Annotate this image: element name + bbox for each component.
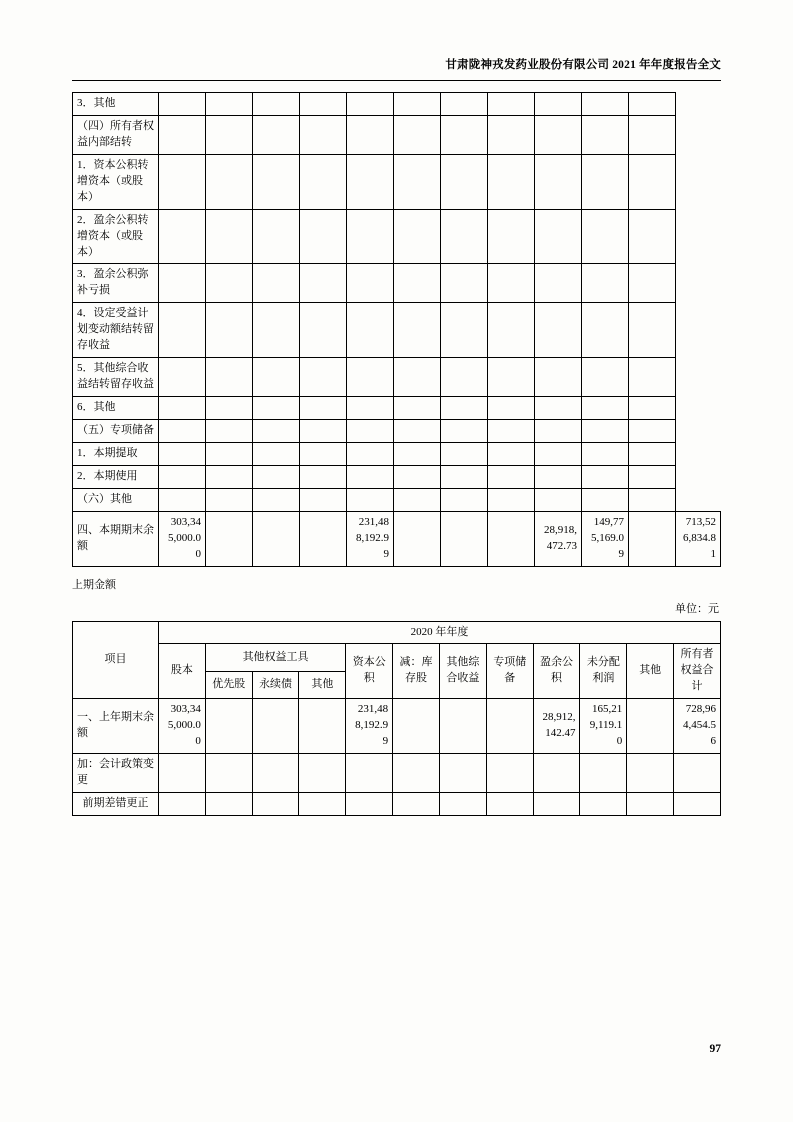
cell xyxy=(159,93,206,116)
cell xyxy=(159,792,206,815)
cell xyxy=(486,754,533,793)
cell xyxy=(253,209,300,264)
table-row xyxy=(73,397,721,420)
row-label: 6．其他 xyxy=(73,397,159,420)
cell xyxy=(533,754,580,793)
cell xyxy=(300,209,347,264)
row-label: 四、本期期末余额 xyxy=(73,511,159,566)
cell xyxy=(486,792,533,815)
cell xyxy=(205,792,252,815)
cell xyxy=(159,358,206,397)
header-other-equity-instruments: 其他权益工具 xyxy=(205,644,345,671)
cell xyxy=(629,93,676,116)
header-total-equity: 所有者权益合计 xyxy=(674,644,721,699)
cell xyxy=(347,303,394,358)
cell xyxy=(441,419,488,442)
cell xyxy=(535,115,582,154)
cell xyxy=(535,93,582,116)
cell xyxy=(159,397,206,420)
cell xyxy=(441,511,488,566)
cell xyxy=(535,358,582,397)
cell xyxy=(300,303,347,358)
header-share-capital: 股本 xyxy=(159,644,206,699)
cell xyxy=(441,115,488,154)
table-row xyxy=(73,754,721,793)
cell xyxy=(253,264,300,303)
cell-surplus-reserve: 28,918,472.73 xyxy=(535,511,582,566)
cell xyxy=(206,303,253,358)
cell xyxy=(300,465,347,488)
cell xyxy=(627,699,674,754)
cell xyxy=(674,754,721,793)
header-special-reserve: 专项储备 xyxy=(486,644,533,699)
cell xyxy=(347,397,394,420)
row-label: 加：会计政策变更 xyxy=(73,754,159,793)
cell xyxy=(300,511,347,566)
cell xyxy=(253,465,300,488)
header-divider xyxy=(72,80,721,81)
cell xyxy=(253,511,300,566)
row-label: 1．资本公积转增资本（或股本） xyxy=(73,154,159,209)
cell xyxy=(629,264,676,303)
cell xyxy=(299,792,346,815)
cell xyxy=(394,442,441,465)
table-row xyxy=(73,115,721,154)
cell-capital-reserve: 231,488,192.99 xyxy=(347,511,394,566)
cell-undistributed-profit: 165,219,119.10 xyxy=(580,699,627,754)
table-row xyxy=(73,209,721,264)
cell xyxy=(488,209,535,264)
cell xyxy=(346,792,393,815)
header-preferred-shares: 优先股 xyxy=(205,671,252,698)
cell xyxy=(347,264,394,303)
cell xyxy=(535,419,582,442)
row-label: （六）其他 xyxy=(73,488,159,511)
cell xyxy=(159,754,206,793)
cell xyxy=(394,154,441,209)
header-period: 2020 年年度 xyxy=(159,621,721,644)
cell xyxy=(535,488,582,511)
cell xyxy=(488,419,535,442)
header-other-instruments: 其他 xyxy=(299,671,346,698)
page-header: 甘肃陇神戎发药业股份有限公司 2021 年年度报告全文 xyxy=(445,59,721,71)
cell-total: 713,526,834.81 xyxy=(676,511,721,566)
cell xyxy=(441,93,488,116)
header-item-col: 项目 xyxy=(73,621,159,699)
prior-period-note: 上期金额 xyxy=(72,578,116,591)
cell xyxy=(346,754,393,793)
cell xyxy=(582,303,629,358)
cell xyxy=(393,699,440,754)
cell xyxy=(206,154,253,209)
cell xyxy=(159,115,206,154)
cell xyxy=(253,397,300,420)
cell xyxy=(393,792,440,815)
cell xyxy=(582,465,629,488)
cell xyxy=(206,465,253,488)
cell xyxy=(159,303,206,358)
cell xyxy=(394,397,441,420)
cell xyxy=(488,488,535,511)
cell-surplus-reserve: 28,912,142.47 xyxy=(533,699,580,754)
cell xyxy=(206,488,253,511)
cell xyxy=(394,511,441,566)
cell xyxy=(347,209,394,264)
cell xyxy=(299,754,346,793)
cell xyxy=(488,93,535,116)
cell xyxy=(582,209,629,264)
cell xyxy=(441,264,488,303)
cell xyxy=(488,397,535,420)
cell xyxy=(300,442,347,465)
cell xyxy=(300,358,347,397)
cell xyxy=(535,303,582,358)
cell xyxy=(394,115,441,154)
cell xyxy=(441,397,488,420)
cell xyxy=(488,442,535,465)
cell xyxy=(439,699,486,754)
cell xyxy=(252,699,299,754)
table-row xyxy=(73,154,721,209)
table-row xyxy=(73,465,721,488)
header-row-period xyxy=(73,621,721,644)
cell xyxy=(580,792,627,815)
cell xyxy=(488,511,535,566)
cell xyxy=(206,264,253,303)
cell xyxy=(253,419,300,442)
cell xyxy=(347,154,394,209)
row-label: 3．盈余公积弥补亏损 xyxy=(73,264,159,303)
cell-undistributed-profit: 149,775,169.09 xyxy=(582,511,629,566)
table-row xyxy=(73,419,721,442)
cell xyxy=(627,754,674,793)
cell xyxy=(629,488,676,511)
row-label: 5．其他综合收益结转留存收益 xyxy=(73,358,159,397)
unit-note: 单位：元 xyxy=(675,602,719,615)
cell xyxy=(159,488,206,511)
cell xyxy=(252,792,299,815)
cell-share-capital: 303,345,000.00 xyxy=(159,699,206,754)
cell xyxy=(394,419,441,442)
cell xyxy=(347,419,394,442)
cell xyxy=(300,93,347,116)
cell xyxy=(441,488,488,511)
cell xyxy=(488,465,535,488)
cell xyxy=(629,511,676,566)
cell xyxy=(441,358,488,397)
cell xyxy=(347,93,394,116)
row-label: 1．本期提取 xyxy=(73,442,159,465)
cell-share-capital: 303,345,000.00 xyxy=(159,511,206,566)
cell xyxy=(205,699,252,754)
table-body-top xyxy=(73,93,721,567)
cell xyxy=(253,93,300,116)
page-number: 97 xyxy=(709,1043,721,1055)
cell xyxy=(441,209,488,264)
cell xyxy=(627,792,674,815)
cell xyxy=(300,115,347,154)
cell xyxy=(629,303,676,358)
cell xyxy=(441,154,488,209)
table-row xyxy=(73,792,721,815)
row-label: 3．其他 xyxy=(73,93,159,116)
row-label: （五）专项储备 xyxy=(73,419,159,442)
cell xyxy=(488,303,535,358)
cell xyxy=(582,442,629,465)
cell xyxy=(394,465,441,488)
cell xyxy=(206,209,253,264)
equity-change-table-current xyxy=(72,92,721,567)
cell xyxy=(629,358,676,397)
cell xyxy=(300,154,347,209)
page-content xyxy=(72,92,721,816)
cell xyxy=(394,358,441,397)
cell xyxy=(206,93,253,116)
cell xyxy=(159,209,206,264)
cell xyxy=(300,397,347,420)
cell xyxy=(535,465,582,488)
cell xyxy=(253,442,300,465)
cell xyxy=(159,154,206,209)
cell xyxy=(629,397,676,420)
cell xyxy=(582,264,629,303)
cell xyxy=(206,442,253,465)
cell-capital-reserve: 231,488,192.99 xyxy=(346,699,393,754)
cell xyxy=(394,488,441,511)
cell xyxy=(582,154,629,209)
row-label: （四）所有者权益内部结转 xyxy=(73,115,159,154)
cell xyxy=(629,442,676,465)
cell xyxy=(253,488,300,511)
cell xyxy=(206,397,253,420)
cell xyxy=(580,754,627,793)
cell xyxy=(253,303,300,358)
cell xyxy=(674,792,721,815)
cell xyxy=(486,699,533,754)
cell xyxy=(206,511,253,566)
cell xyxy=(629,419,676,442)
cell xyxy=(252,754,299,793)
cell xyxy=(582,488,629,511)
cell-total: 728,964,454.56 xyxy=(674,699,721,754)
cell xyxy=(535,264,582,303)
cell xyxy=(253,154,300,209)
cell xyxy=(629,115,676,154)
cell xyxy=(159,442,206,465)
table-row-ending-balance xyxy=(73,511,721,566)
cell xyxy=(629,154,676,209)
cell xyxy=(253,358,300,397)
cell xyxy=(206,358,253,397)
cell xyxy=(206,419,253,442)
cell xyxy=(441,442,488,465)
cell xyxy=(535,442,582,465)
table-body-bottom xyxy=(73,699,721,816)
row-label: 4．设定受益计划变动额结转留存收益 xyxy=(73,303,159,358)
cell xyxy=(347,442,394,465)
cell xyxy=(441,465,488,488)
header-capital-reserve: 资本公积 xyxy=(346,644,393,699)
cell xyxy=(347,488,394,511)
cell xyxy=(629,209,676,264)
header-perpetual-bonds: 永续债 xyxy=(252,671,299,698)
cell xyxy=(206,115,253,154)
table-row xyxy=(73,303,721,358)
header-undistributed-profit: 未分配利润 xyxy=(580,644,627,699)
cell xyxy=(159,419,206,442)
cell xyxy=(300,419,347,442)
row-label: 前期差错更正 xyxy=(73,792,159,815)
table-row xyxy=(73,442,721,465)
cell xyxy=(535,154,582,209)
cell xyxy=(535,209,582,264)
cell xyxy=(488,154,535,209)
cell xyxy=(253,115,300,154)
cell xyxy=(629,465,676,488)
cell xyxy=(439,754,486,793)
table-row xyxy=(73,358,721,397)
header-other: 其他 xyxy=(627,644,674,699)
row-label: 2．本期使用 xyxy=(73,465,159,488)
cell xyxy=(394,93,441,116)
table-header-bottom xyxy=(73,621,721,699)
header-treasury-stock: 减：库存股 xyxy=(393,644,440,699)
cell xyxy=(582,358,629,397)
header-other-comprehensive-income: 其他综合收益 xyxy=(439,644,486,699)
cell xyxy=(347,465,394,488)
cell xyxy=(205,754,252,793)
row-label: 2．盈余公积转增资本（或股本） xyxy=(73,209,159,264)
row-label: 一、上年期末余额 xyxy=(73,699,159,754)
cell xyxy=(582,115,629,154)
table-row xyxy=(73,264,721,303)
table-row xyxy=(73,93,721,116)
cell xyxy=(582,419,629,442)
cell xyxy=(300,264,347,303)
cell xyxy=(300,488,347,511)
cell xyxy=(582,93,629,116)
cell xyxy=(439,792,486,815)
header-row-groups xyxy=(73,644,721,671)
cell xyxy=(441,303,488,358)
cell xyxy=(533,792,580,815)
table-row-opening-balance xyxy=(73,699,721,754)
cell xyxy=(347,115,394,154)
cell xyxy=(488,264,535,303)
cell xyxy=(394,209,441,264)
equity-change-table-prior xyxy=(72,621,721,816)
cell xyxy=(394,264,441,303)
cell xyxy=(299,699,346,754)
cell xyxy=(159,264,206,303)
cell xyxy=(347,358,394,397)
table-row xyxy=(73,488,721,511)
cell xyxy=(488,358,535,397)
cell xyxy=(394,303,441,358)
cell xyxy=(159,465,206,488)
cell xyxy=(582,397,629,420)
cell xyxy=(488,115,535,154)
header-surplus-reserve: 盈余公积 xyxy=(533,644,580,699)
cell xyxy=(393,754,440,793)
cell xyxy=(535,397,582,420)
